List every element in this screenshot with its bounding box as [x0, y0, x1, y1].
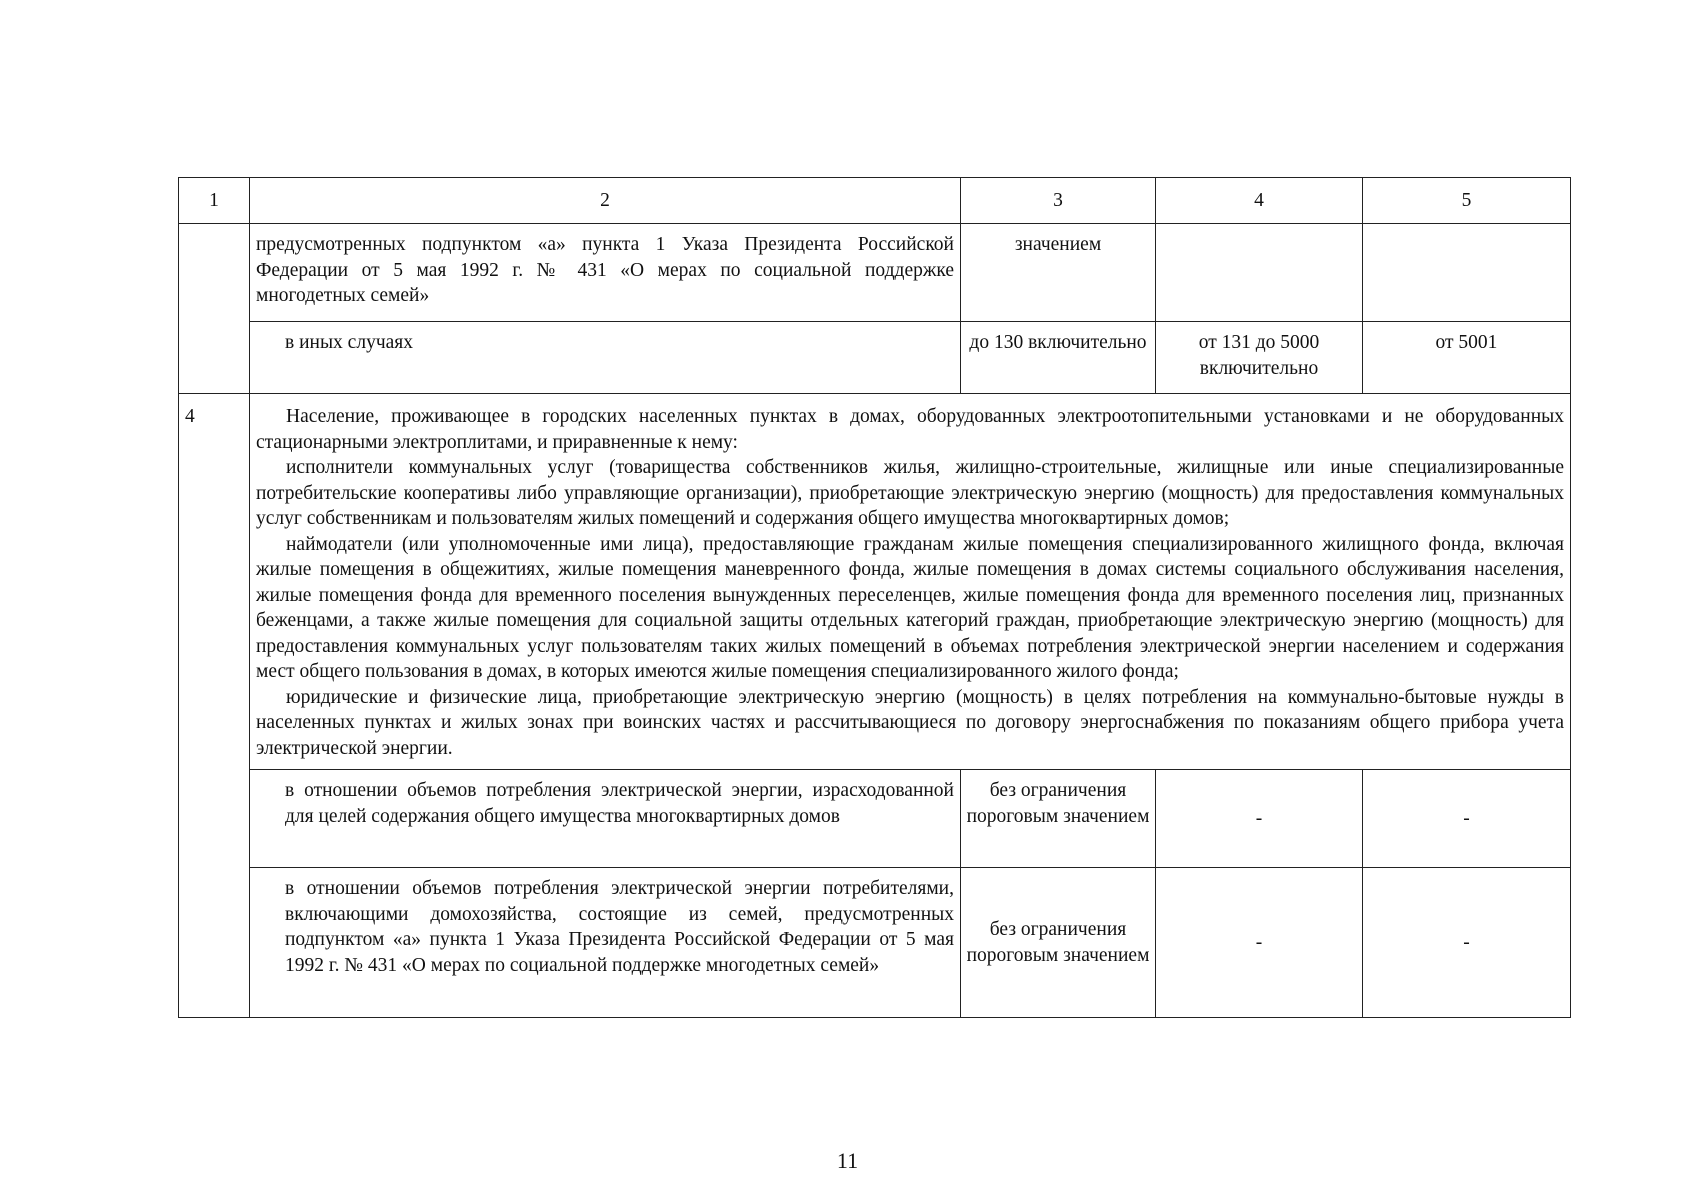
- group-description: [250, 394, 1571, 770]
- header-cell-4: 4: [1156, 178, 1363, 224]
- header-cell-3: 3: [961, 178, 1156, 224]
- row-col5: от 5001: [1363, 322, 1571, 394]
- row-col5: -: [1363, 868, 1571, 1018]
- row-description: в иных случаях: [250, 322, 961, 394]
- paragraph: исполнители коммунальных услуг (товарищества собственников жилья, жилищно-строительные, жилищные или иные специализированные потребительские кооперативы либо управляющие организации), приобретающие электрическую энергию (мощность) для предоставления коммунальных услуг собственникам и пользователям жилых помещений и содержания общего имущества многоквартирных домов;: [256, 457, 1564, 529]
- page-number: 11: [836, 1148, 859, 1173]
- row-col3: до 130 включительно: [961, 322, 1156, 394]
- row-col3: значением: [961, 224, 1156, 322]
- table-row: [179, 868, 1571, 1018]
- table-row: [179, 224, 1571, 322]
- table-row: [179, 394, 1571, 770]
- row-col4: -: [1156, 868, 1363, 1018]
- tariff-table: [178, 177, 1571, 1018]
- paragraph: юридические и физические лица, приобретающие электрическую энергию (мощность) в целях потребления на коммунально-бытовые нужды в населенных пунктах и жилых зонах при воинских частях и рассчитывающиеся по договору энергоснабжения по показаниям общего прибора учета электрической энергии.: [256, 686, 1564, 759]
- row-number-cell: [179, 224, 250, 394]
- row-col5: [1363, 224, 1571, 322]
- header-cell-5: 5: [1363, 178, 1571, 224]
- row-col4: [1156, 224, 1363, 322]
- row-description: предусмотренных подпунктом «а» пункта 1 Указа Президента Российской Федерации от 5 мая 1992 г. № 431 «О мерах по социальной поддержке многодетных семей»: [250, 224, 961, 322]
- row-number-cell: 4: [179, 394, 250, 1018]
- table-row: [179, 770, 1571, 868]
- header-cell-1: 1: [179, 178, 250, 224]
- paragraph: Население, проживающее в городских населенных пунктах в домах, оборудованных электроотопительными установками и не оборудованных стационарными электроплитами, и приравненные к нему:: [256, 406, 1564, 453]
- paragraph: наймодатели (или уполномоченные ими лица), предоставляющие гражданам жилые помещения специализированного жилищного фонда, включая жилые помещения в общежитиях, жилые помещения маневренного фонда, жилые помещения в домах системы социального обслуживания населения, жилые помещения фонда для временного поселения вынужденных переселенцев, жилые помещения фонда для временного поселения лиц, признанных беженцами, а также жилые помещения для социальной защиты отдельных категорий граждан, приобретающие электрическую энергию (мощность) для предоставления коммунальных услуг пользователям таких жилых помещений в объемах потребления электрической энергии населением и содержания мест общего пользования в домах, в которых имеются жилые помещения специализированного жилого фонда;: [256, 533, 1564, 682]
- row-description: в отношении объемов потребления электрической энергии потребителями, включающими домохозяйства, состоящие из семей, предусмотренных подпунктом «а» пункта 1 Указа Президента Российской Федерации от 5 мая 1992 г. № 431 «О мерах по социальной поддержке многодетных семей»: [250, 868, 961, 1018]
- row-col3: без ограничения пороговым значением: [961, 868, 1156, 1018]
- row-col4: от 131 до 5000 включительно: [1156, 322, 1363, 394]
- row-col3: без ограничения пороговым значением: [961, 770, 1156, 868]
- table-row: [179, 322, 1571, 394]
- header-row: [179, 178, 1571, 224]
- row-col5: -: [1363, 770, 1571, 868]
- row-description: в отношении объемов потребления электрической энергии, израсходованной для целей содержания общего имущества многоквартирных домов: [250, 770, 961, 868]
- row-col4: -: [1156, 770, 1363, 868]
- header-cell-2: 2: [250, 178, 961, 224]
